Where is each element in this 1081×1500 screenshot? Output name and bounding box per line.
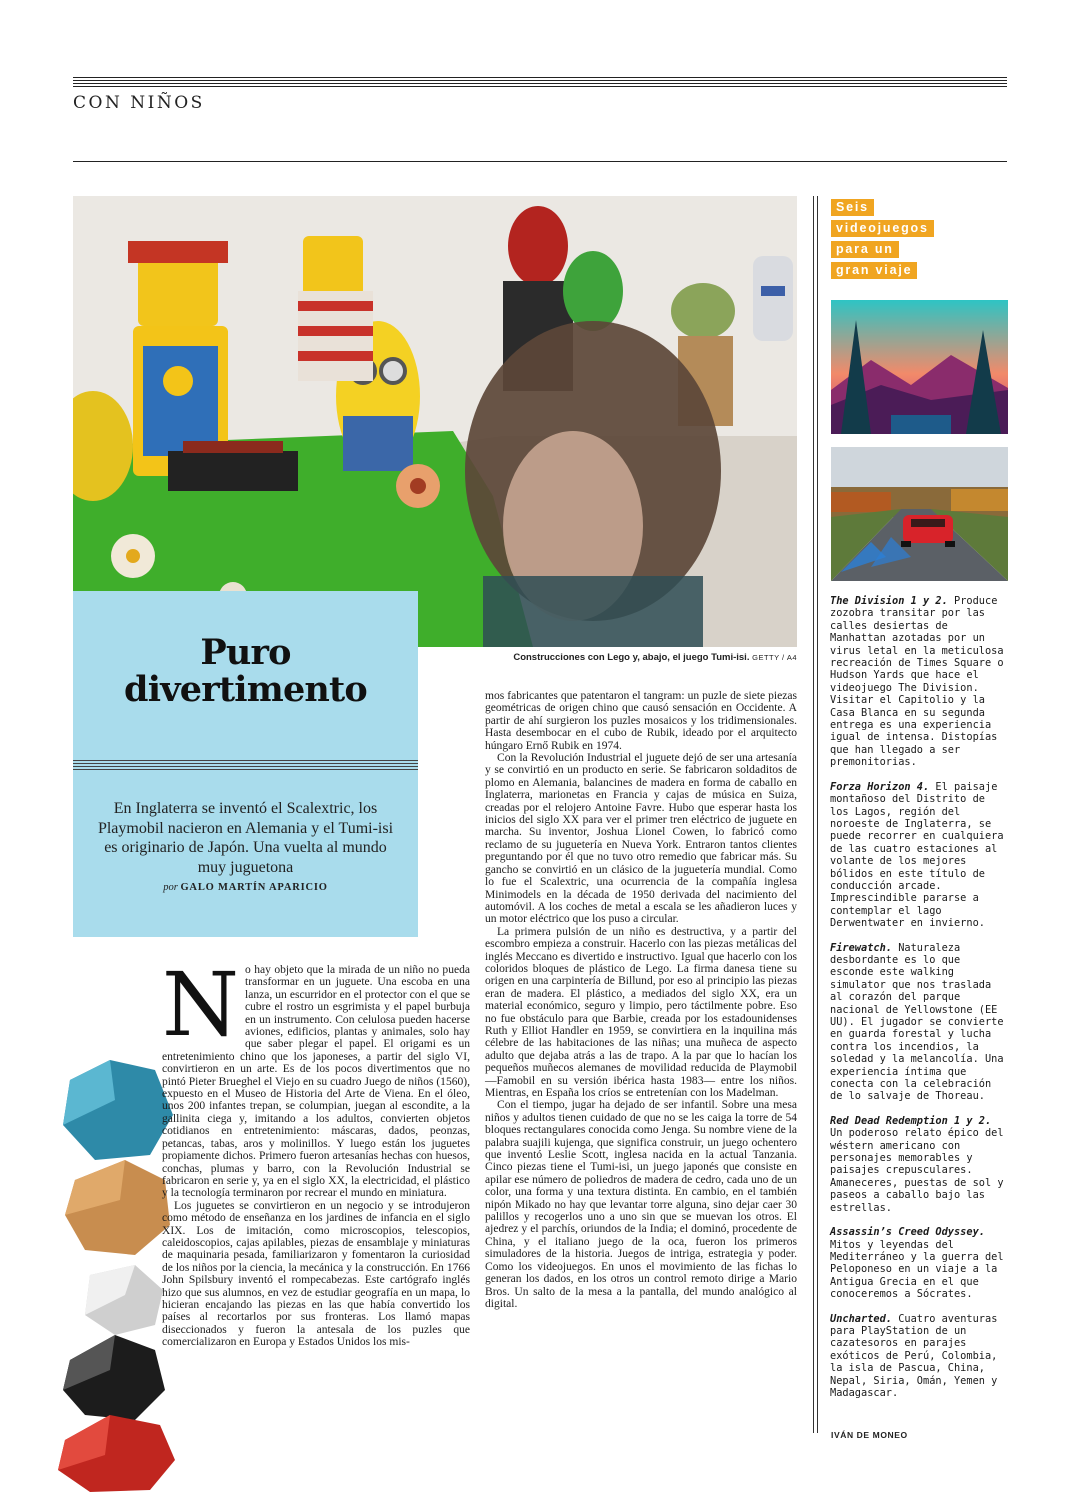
sidebar-title-line: para un — [831, 241, 899, 258]
game-description: Cuatro aventuras para PlayStation de un cazatesoros en parajes exóticos de Perú, Colombia, la isla de Pascua, China, Nepal, Siria, Omán, Yemen y Madagascar. — [830, 1312, 998, 1399]
lego-photo — [73, 196, 797, 647]
article-paragraph: mos fabricantes que patentaron el tangram: un puzle de siete piezas geométricas de origen chino que causó sensación en Occidente. A partir de ahí surgieron los puzles mosaicos y los tridimensionales. Hasta desembocar en el cubo de Rubik, ideado por el arquitecto húngaro Ernő Rubik en 1974. — [485, 690, 797, 752]
game-description: Produce zozobra transitar por las calles desiertas de Manhattan azotadas por un virus letal en la meticulosa recreación de Times Square o Hudson Yards que hace el videojuego The Division. Visitar el Capitolio y la Casa Blanca en su segunda entrega es una experiencia igual de intensa. Distopías que han llegado a ser premonitorias. — [830, 595, 1004, 769]
sidebar-title-line: gran viaje — [831, 262, 917, 279]
game-title: Uncharted. — [830, 1312, 892, 1325]
game-title: Assassin’s Creed Odyssey. — [830, 1226, 985, 1239]
game-description: Naturaleza desbordante es lo que esconde este walking simulator que nos traslada al corazón del parque nacional de Yellowstone (EE UU). El jugador se convierte en guarda forestal y lucha contra los incendios, la soledad y la melancolía. Una experiencia íntima que conecta con la celebración de lo salvaje de Thoreau. — [830, 941, 1004, 1103]
article-column-2 — [485, 690, 797, 1310]
sidebar-author: IVÁN DE MONEO — [831, 1430, 908, 1440]
game-description: El paisaje montañoso del Distrito de los Lagos, región del noroeste de Inglaterra, se puede recorrer en cualquiera de las cuatro estaciones al volante de los mejores bólidos en este título de conducción arcade. Imprescindible pararse a contemplar el lago Derwentwater en invierno. — [830, 780, 1004, 930]
photo-credit: GETTY / A4 — [752, 653, 797, 662]
article-paragraph: Con la Revolución Industrial el juguete dejó de ser una artesanía y se convirtió en un producto en serie. Se fabricaron soldaditos de plomo en Alemania, balancines de madera en forma de caballo en Inglaterra, marionetas en Francia y cajas de música en Suiza, creadas por el relojero Antoine Favre. Hubo que esperar hasta los inicios del siglo XX para ver el primer tren eléctrico de juguete en marcha. Su inventor, Joshua Lionel Cowen, lo fabricó como reclamo de su juguetería en Nueva York. Entraron tantos clientes preguntando por él que no tuvo otro remedio que fabricar más. Su gancho se convirtió en un clásico de la juguetería mundial. Como lo fue el Scalextric, una ocurrencia de la compañía inglesa Minimodels en la década de 1950 derivada del nacimiento del automóvil. A los coches de metal a escala se les añadieron luces y un motor eléctrico que los puso a circular. — [485, 752, 797, 926]
article-paragraph: La primera pulsión de un niño es destructiva, y a partir del escombro empieza a construir. Hacerlo con las piezas metálicas del inglés Meccano es divertido e instructivo. Igual que hacerlo con los coloridos bloques de plástico de Lego. La firma danesa tiene su origen en una carpintería de Billund, por eso al principio las piezas eran de madera. El plástico, a mediados del siglo XX, era un material económico, seguro y limpio, pero táctilmente pobre. Eso no fue obstáculo para que Barbie, creada por los estadounidenses Ruth y Elliot Handler en 1959, se convirtiera en la inquilina más célebre de las habitaciones de las niñas; una muñeca de aspecto adulto que dejaba atrás a las de trapo. A la par que lo hacían los pequeños muñecos alemanes de movilidad reducida de Playmobil —Famobil en su versión ibérica hasta 1983— entre los niños. Mientras, en España los críos se entretenían con los Madelman. — [485, 925, 797, 1099]
headline-rules — [73, 760, 418, 771]
game-description: Mitos y leyendas del Mediterráneo y la guerra del Peloponeso en un viaje a la Antigua Grecia en el que conoceremos a Sócrates. — [830, 1238, 1004, 1301]
article-paragraph: Con el tiempo, jugar ha dejado de ser infantil. Sobre una mesa niños y adultos tienen cuidado de que no se les caiga la torre de 54 bloques rectangulares conocida como Jenga. Su nombre viene de la palabra suajili kujenga, que significa construir, un juego ochentero que inventó Leslie Scott, inglesa nacida en la actual Tanzania. Cinco piezas tiene el Tumi-isi, un juego japonés que consiste en apilar ese número de poliedros de madera de cedro, cada uno de un color, una forma y una textura distinta. En cambio, en el también nipón Mikado no hay que levantar torre alguna, sino dejar caer 30 palillos y recogerlos uno a uno sin que se muevan los otros. El ajedrez y el parchís, oriundos de la India; el dominó, procedente de China, y el italiano juego de la oca, fueron los primeros simuladores de la historia. Juegos de intriga, estrategia y poder. Como los videojuegos. En unos el movimiento de las fichas lo generan los dados, en los otros un control remoto dirige a Mario Bros. Un salto de la mesa a la pantalla, del mundo analógico al digital. — [485, 1099, 797, 1310]
headline-box — [73, 591, 418, 937]
forza-horizon-image — [831, 447, 1008, 581]
caption-text: Construcciones con Lego y, abajo, el juego Tumi-isi. — [513, 652, 750, 663]
article-paragraph: Los juguetes se convirtieron en un negocio y se introdujeron como método de enseñanza en los jardines de infancia en el siglo XIX. Los de imitación, como microscopios, telescopios, caleidoscopios, cajas apilables, piezas de ensamblaje y miniaturas de maquinaria pesada, familiarizaron y fomentaron la curiosidad de los niños por la ciencia, la mecánica y la construcción. En 1766 John Spilsbury inventó el rompecabezas. Este cartógrafo inglés hizo que sus alumnos, en vez de estudiar geografía en un mapa, lo hicieran encajando las piezas en las que había convertido los países al recortarlos por sus fronteras. Los llamó mapas diseccionados y fueron la antesala de los puzles que comercializaron en Europa y Estados Unidos los mis- — [162, 1199, 470, 1349]
section-label: CON NIÑOS — [73, 93, 205, 113]
headline-deck: En Inglaterra se inventó el Scalextric, los Playmobil nacieron en Alemania y el Tumi-isi es originario de Japón. Una vuelta al mundo muy juguetona — [97, 800, 394, 876]
byline-author: GALO MARTÍN APARICIO — [180, 882, 328, 893]
headline-title-line2: divertimento — [124, 669, 367, 710]
byline — [73, 882, 418, 893]
article-column-1 — [162, 953, 470, 1349]
sidebar-title-line: videojuegos — [831, 220, 934, 237]
article-paragraph: No hay objeto que la mirada de un niño no pueda transformar en un juguete. Una escoba en una lanza, un escurridor en el protector con el que se cubre el rostro un esgrimista y el papel burbuja en un instrumento. Con celulosa pueden hacerse aviones, edificios, plantas y animales, solo hay que saber plegar el papel. El origami es un entretenimiento chino que los japoneses, a partir del siglo VI, convirtieron en un arte. Es de los pocos divertimentos que no pintó Pieter Brueghel el Viejo en su cuadro Juego de niños (1560), expuesto en el Museo de Historia del Arte de Viena. En el óleo, unos 200 infantes trepan, se columpian, juegan al escondite, a la gallinita ciega y, imitando a los adultos, convierten objetos cotidianos en entretenimiento: máscaras, dados, peonzas, petancas, tabas, aros y molinillos. Y luego están los juguetes propiamente dichos. Primero fueron artesanías hechas con huesos, conchas, plumas y barro, con la Revolución Industrial se fabricaron en serie y, ya en el siglo XX, la electricidad, el plástico y la tecnología terminaron por recrear el mundo en miniatura. — [162, 953, 470, 1200]
game-entry — [830, 1313, 1008, 1400]
header-divider — [73, 161, 1007, 162]
firewatch-image — [831, 300, 1008, 434]
headline-title-line1: Puro — [200, 632, 291, 673]
byline-prefix: por — [163, 882, 178, 893]
sidebar-title — [831, 198, 934, 282]
game-entry — [830, 942, 1008, 1103]
game-description: Un poderoso relato épico del wéstern americano con personajes memorables y paisajes crepusculares. Amaneceres, puestas de sol y paseos a caballo bajo las estrellas. — [830, 1127, 1004, 1214]
sidebar-title-line: Seis — [831, 199, 874, 216]
sidebar-game-list — [830, 595, 1008, 1411]
game-title: Firewatch. — [830, 941, 892, 954]
game-entry — [830, 595, 1008, 769]
dropcap: N — [162, 953, 239, 1056]
photo-caption — [485, 652, 797, 663]
game-entry — [830, 1115, 1008, 1214]
game-title: Red Dead Redemption 1 y 2. — [830, 1114, 992, 1127]
headline-title — [73, 634, 418, 708]
game-title: The Division 1 y 2. — [830, 595, 948, 607]
game-entry — [830, 1226, 1008, 1300]
game-title: Forza Horizon 4. — [830, 780, 930, 793]
game-entry — [830, 781, 1008, 930]
sidebar-rule-left-2 — [817, 196, 818, 1433]
sidebar-rule-left — [813, 196, 814, 1433]
